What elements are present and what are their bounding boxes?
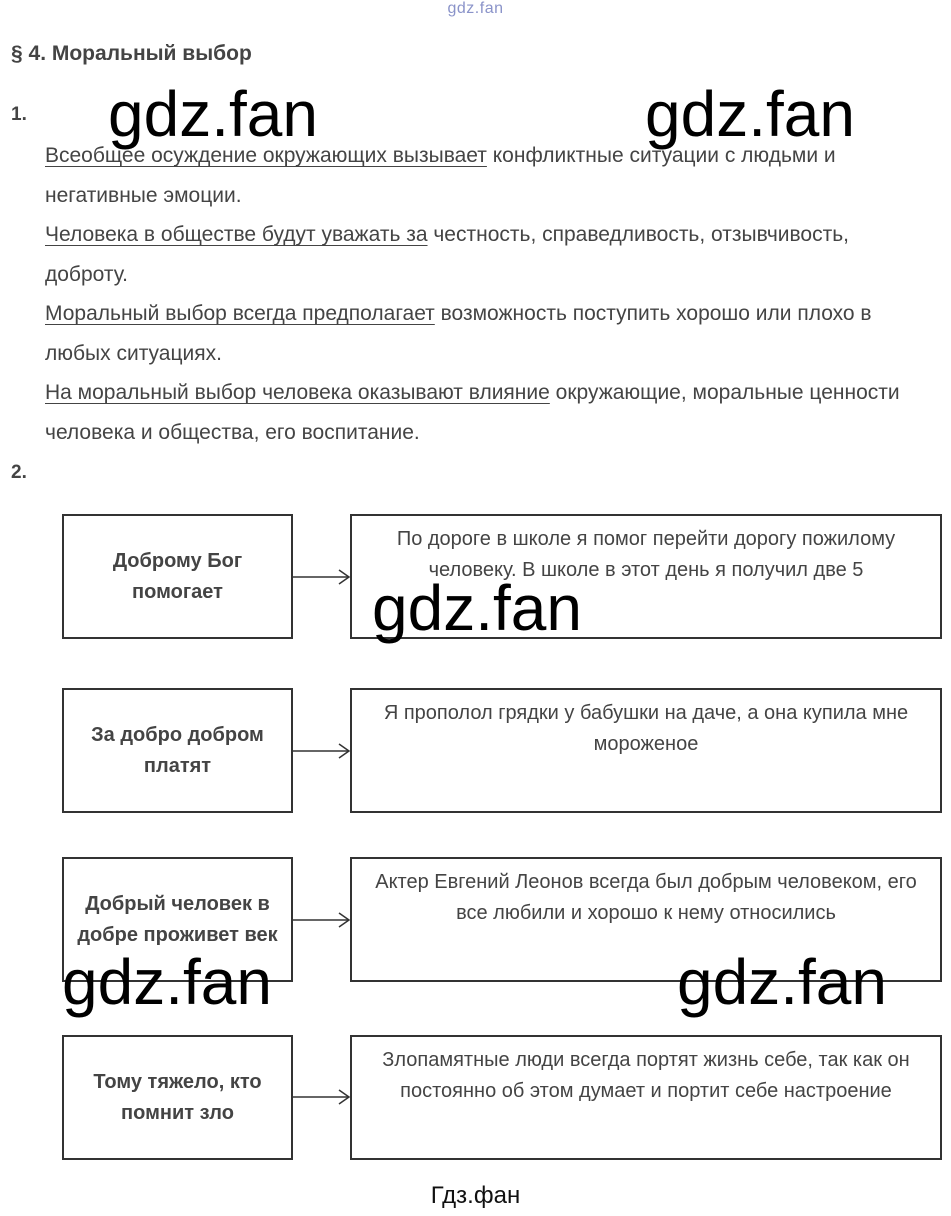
- proverb-box: [62, 688, 293, 813]
- task2-number: 2.: [11, 462, 27, 483]
- example-text: По дороге в школе я помог перейти дорогу пожилому человеку. В школе в этот день я получил две 5: [396, 528, 896, 581]
- underlined-phrase: Человека в обществе будут уважать за: [45, 223, 428, 246]
- proverb-text: Добрый человек в добре проживет век: [77, 892, 278, 946]
- watermark: gdz.fan: [62, 946, 272, 1018]
- watermark: gdz.fan: [677, 946, 887, 1018]
- arrow-right-icon: [293, 741, 353, 761]
- answer-text: окружающие, моральные ценности человека и общества, его воспитание.: [45, 381, 900, 444]
- underlined-phrase: Всеобщее осуждение окружающих вызывает: [45, 144, 487, 167]
- answer-text: честность, справедливость, отзывчивость, доброту.: [45, 223, 849, 286]
- arrow-right-icon: [293, 567, 353, 587]
- answer-text: возможность поступить хорошо или плохо в любых ситуациях.: [45, 302, 872, 365]
- watermark: gdz.fan: [108, 78, 318, 150]
- proverb-box: [62, 1035, 293, 1160]
- proverb-text: За добро добром платят: [91, 723, 264, 777]
- watermark: gdz.fan: [372, 572, 582, 644]
- proverb-box: [62, 514, 293, 639]
- task1-paragraph-3: [45, 294, 925, 373]
- watermark: gdz.fan: [645, 78, 855, 150]
- arrow-right-icon: [293, 910, 353, 930]
- example-box: [350, 688, 942, 813]
- task1-paragraph-2: [45, 215, 925, 294]
- proverb-text: Тому тяжело, кто помнит зло: [93, 1070, 262, 1124]
- arrow-right-icon: [293, 1087, 353, 1107]
- section-heading: § 4. Моральный выбор: [11, 42, 252, 65]
- example-text: Я прополол грядки у бабушки на даче, а она купила мне мороженое: [383, 702, 909, 755]
- answer-text: конфликтные ситуации с людьми и негативные эмоции.: [45, 144, 836, 207]
- example-text: Злопамятные люди всегда портят жизнь себе, так как он постоянно об этом думает и портит себе настроение: [382, 1049, 910, 1102]
- task1-number: 1.: [11, 104, 27, 125]
- top-watermark: gdz.fan: [447, 0, 504, 17]
- example-box: [350, 1035, 942, 1160]
- underlined-phrase: На моральный выбор человека оказывают влияние: [45, 381, 550, 404]
- footer-site-name: Гдз.фан: [430, 1182, 521, 1209]
- example-text: Актер Евгений Леонов всегда был добрым человеком, его все любили и хорошо к нему относились: [375, 871, 917, 924]
- proverb-text: Доброму Бог помогает: [112, 549, 243, 603]
- task1-paragraph-4: [45, 373, 925, 452]
- underlined-phrase: Моральный выбор всегда предполагает: [45, 302, 435, 325]
